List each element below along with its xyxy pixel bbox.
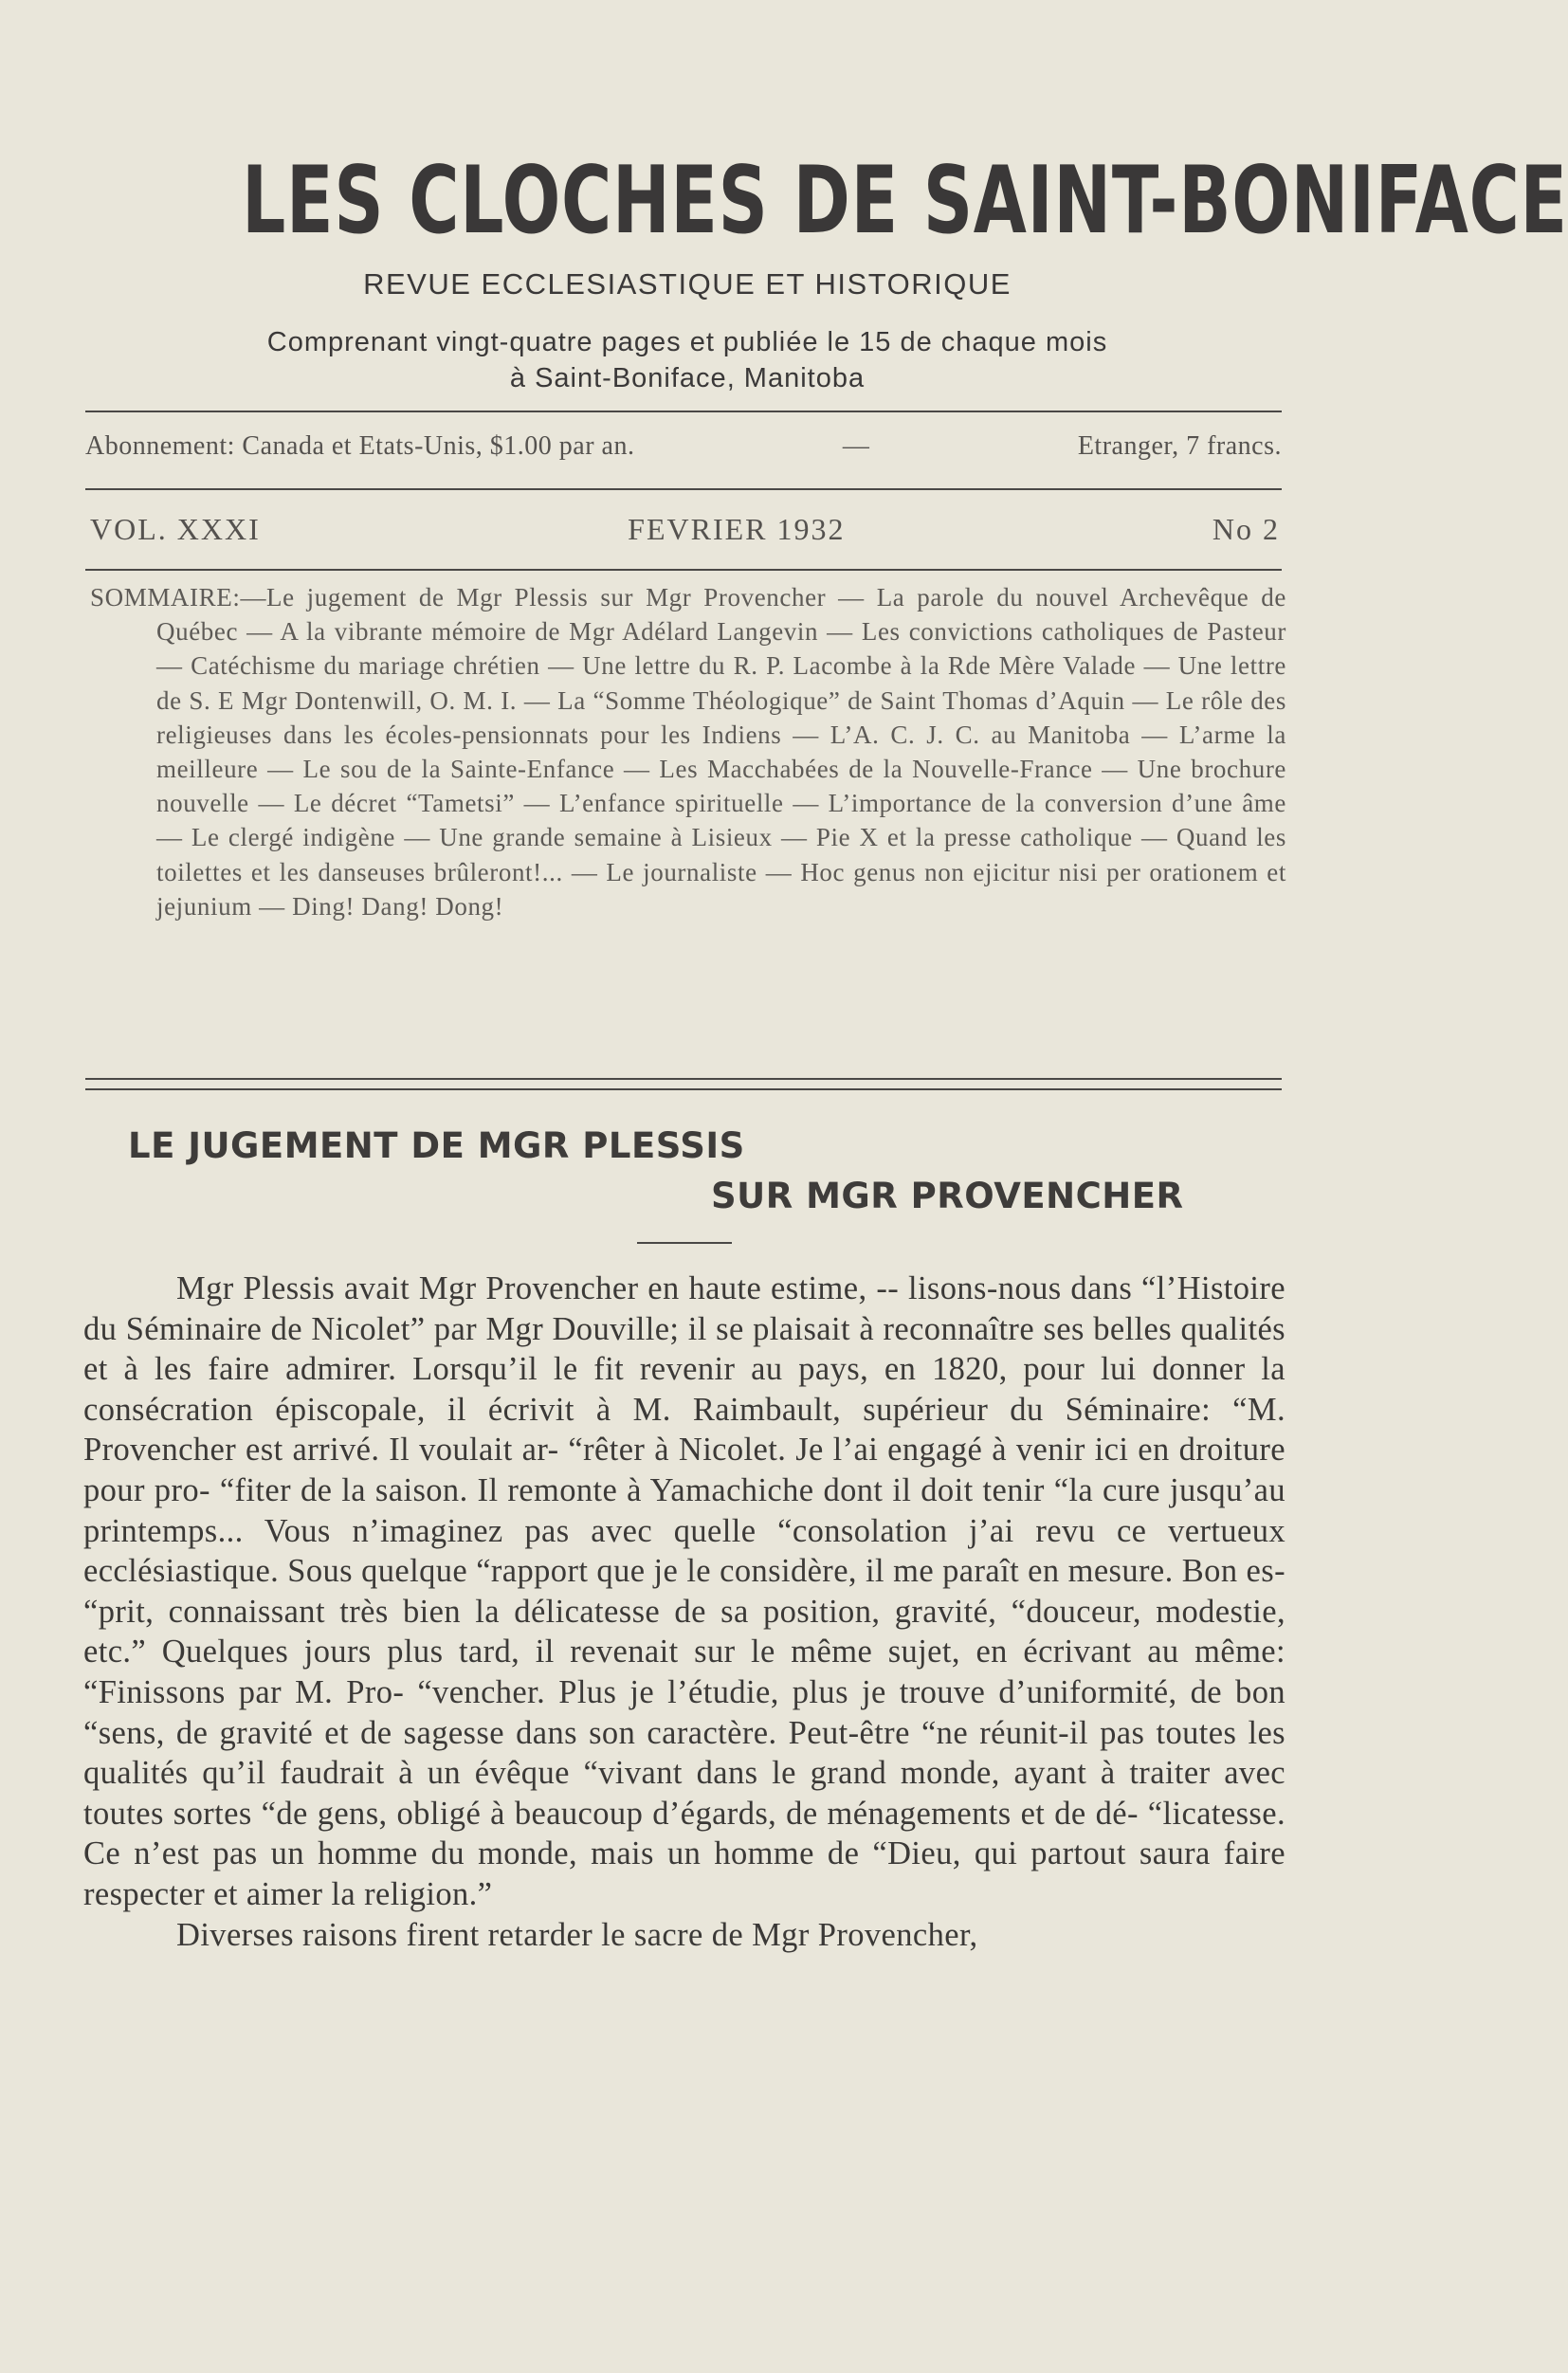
divider-top	[85, 411, 1282, 412]
subscription-separator: —	[842, 431, 870, 461]
table-of-contents	[90, 580, 1286, 923]
issue-line	[90, 512, 1280, 547]
title-divider	[637, 1242, 732, 1244]
article-title-line-2: SUR MGR PROVENCHER	[711, 1176, 1184, 1216]
divider-sommaire-2	[85, 1088, 1282, 1090]
article-title-line-1: LE JUGEMENT DE MGR PLESSIS	[128, 1125, 745, 1166]
description-line-2: à Saint-Boniface, Manitoba	[509, 363, 866, 393]
sommaire-text: —Le jugement de Mgr Plessis sur Mgr Provencher — La parole du nouvel Archevêque de Québec — A la vibrante mémoire de Mgr Adélard Langevin — Les convictions catholiques de Pasteur — Catéchisme du mariage chrétien — Une lettre du R. P. Lacombe à la Rde Mère Valade — Une lettre de S. E Mgr Dontenwill, O. M. I. — La “Somme Théologique” de Saint Thomas d’Aquin — Le rôle des religieuses dans les écoles-pensionnats pour les Indiens — L’A. C. J. C. au Manitoba — L’arme la meilleure — Le sou de la Sainte-Enfance — Les Macchabées de la Nouvelle-France — Une brochure nouvelle — Le décret “Tametsi” — L’enfance spirituelle — L’importance de la conversion d’une âme — Le clergé indigène — Une grande semaine à Lisieux — Pie X et la presse catholique — Quand les toilettes et les danseuses brûleront!... — Le journaliste — Hoc genus non ejicitur nisi per orationem et jejunium — Ding! Dang! Dong!	[156, 583, 1286, 921]
issue-volume: VOL. XXXI	[90, 512, 261, 546]
description-line-1: Comprenant vingt-quatre pages et publiée le 15 de chaque mois	[266, 327, 1108, 357]
masthead-description	[85, 324, 1289, 396]
subscription-domestic: Abonnement: Canada et Etats-Unis, $1.00 par an.	[85, 431, 635, 461]
article-paragraph-1: Mgr Plessis avait Mgr Provencher en haute estime, -- lisons-nous dans “l’Histoire du Séminaire de Nicolet” par Mgr Douville; il se plaisait à reconnaître ses belles qualités et à les faire admirer. Lorsqu’il le fit revenir au pays, en 1820, pour lui donner la consécration épiscopale, il écrivit à M. Raimbault, supérieur du Séminaire: “M. Provencher est arrivé. Il voulait ar- “rêter à Nicolet. Je l’ai engagé à venir ici en droiture pour pro- “fiter de la saison. Il remonte à Yamachiche dont il doit tenir “la cure jusqu’au printemps... Vous n’imaginez pas avec quelle “consolation j’ai revu ce vertueux ecclésiastique. Sous quelque “rapport que je le considère, il me paraît en mesure. Bon es- “prit, connaissant très bien la délicatesse de sa position, gravité, “douceur, modestie, etc.” Quelques jours plus tard, il revenait sur le même sujet, en écrivant au même: “Finissons par M. Pro- “vencher. Plus je l’étudie, plus je trouve d’uniformité, de bon “sens, de gravité et de sagesse dans son caractère. Peut-être “ne réunit-il pas toutes les qualités qu’il faudrait à un évêque “vivant dans le grand monde, ayant à traiter avec toutes sortes “de gens, obligé à beaucoup d’égards, de ménagements et de dé- “licatesse. Ce n’est pas un homme du monde, mais un homme de “Dieu, qui partout saura faire respecter et aimer la religion.”	[83, 1270, 1285, 1912]
masthead-title: LES CLOCHES DE SAINT-BONIFACE	[242, 147, 1568, 255]
issue-number: No 2	[1212, 512, 1280, 546]
masthead-subtitle: REVUE ECCLESIASTIQUE ET HISTORIQUE	[363, 267, 1012, 301]
divider-sommaire-1	[85, 1078, 1282, 1080]
subscription-foreign: Etranger, 7 francs.	[1077, 431, 1282, 461]
divider-subscription	[85, 488, 1282, 490]
issue-date: FEVRIER 1932	[628, 512, 846, 546]
sommaire-label: SOMMAIRE:	[90, 583, 241, 612]
article-paragraph-2: Diverses raisons firent retarder le sacre de Mgr Provencher,	[176, 1916, 978, 1953]
divider-issue	[85, 569, 1282, 571]
subscription-line	[85, 431, 1282, 462]
article-body	[83, 1269, 1285, 1955]
